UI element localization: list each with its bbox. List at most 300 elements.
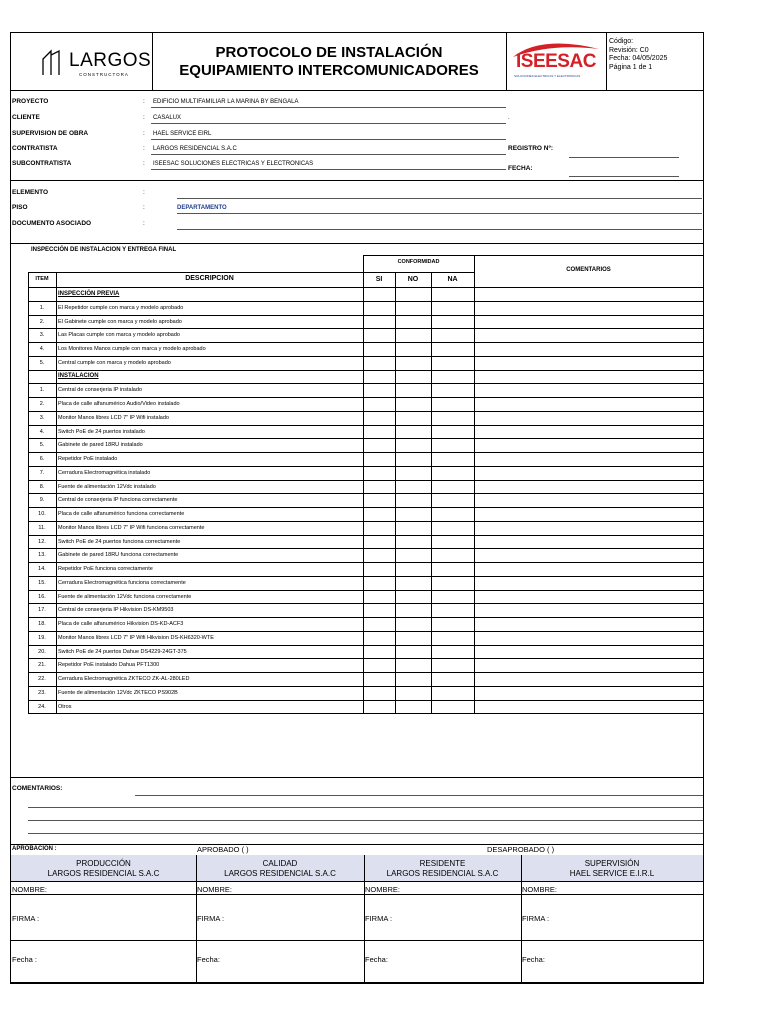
no-checkbox[interactable] bbox=[395, 342, 431, 356]
iseesac-logo-text: ISEESAC bbox=[516, 51, 596, 72]
na-checkbox[interactable] bbox=[431, 425, 474, 439]
contratista-value: LARGOS RESIDENCIAL S.A.C bbox=[153, 145, 237, 152]
na-checkbox[interactable] bbox=[431, 356, 474, 370]
approval-top-border bbox=[11, 844, 703, 845]
item-description: Central cumple con marca y modelo aprobado bbox=[58, 359, 171, 366]
item-number: 18. bbox=[38, 621, 46, 627]
no-checkbox[interactable] bbox=[395, 686, 431, 700]
proyecto-value: EDIFICIO MULTIFAMILIAR LA MARINA BY BENGALA bbox=[153, 98, 299, 105]
si-checkbox[interactable] bbox=[363, 617, 395, 631]
na-checkbox[interactable] bbox=[431, 617, 474, 631]
nombre-label: NOMBRE: bbox=[522, 885, 558, 894]
no-checkbox[interactable] bbox=[395, 425, 431, 439]
comment-cell[interactable] bbox=[474, 548, 703, 562]
item-description: Gabinete de pared 18RU instalado bbox=[58, 442, 143, 449]
item-number: 24. bbox=[38, 703, 46, 710]
na-checkbox[interactable] bbox=[431, 452, 474, 466]
item-description: Cerradura Electromagnética instalado bbox=[58, 469, 151, 476]
documento-asociado-colon: : bbox=[143, 220, 145, 227]
na-checkbox[interactable] bbox=[431, 507, 474, 521]
item-description: Central de conserjeria IP funciona correctamente bbox=[58, 497, 178, 504]
no-header: NO bbox=[407, 276, 419, 283]
table-row bbox=[11, 576, 703, 590]
comment-cell[interactable] bbox=[474, 315, 703, 329]
si-checkbox[interactable] bbox=[363, 507, 395, 521]
approval-company: LARGOS RESIDENCIAL S.A.C bbox=[47, 869, 160, 878]
fecha-field[interactable] bbox=[236, 947, 362, 977]
item-number: 20. bbox=[38, 648, 46, 655]
elemento-label: ELEMENTO bbox=[12, 189, 48, 196]
code-label: Código: bbox=[609, 38, 634, 45]
na-checkbox[interactable] bbox=[431, 438, 474, 452]
table-row bbox=[11, 672, 703, 686]
si-checkbox[interactable] bbox=[363, 356, 395, 370]
table-row bbox=[11, 342, 703, 356]
comment-line[interactable] bbox=[135, 795, 703, 796]
table-row bbox=[11, 411, 703, 425]
comment-cell[interactable] bbox=[474, 562, 703, 576]
si-checkbox[interactable] bbox=[363, 315, 395, 329]
si-checkbox[interactable] bbox=[363, 658, 395, 672]
conformity-header: CONFORMIDAD bbox=[397, 259, 440, 265]
elemento-colon: : bbox=[143, 189, 145, 196]
no-checkbox[interactable] bbox=[395, 645, 431, 659]
comment-cell[interactable] bbox=[474, 645, 703, 659]
na-checkbox[interactable] bbox=[431, 590, 474, 604]
si-checkbox[interactable] bbox=[363, 466, 395, 480]
page-number-text: Página 1 de 1 bbox=[609, 63, 653, 71]
no-checkbox[interactable] bbox=[395, 672, 431, 686]
contratista-label: CONTRATISTA bbox=[12, 145, 58, 152]
approval-row-border bbox=[11, 940, 703, 941]
item-number: 11. bbox=[38, 524, 46, 531]
item-description: Fuente de alimentación 12Vdc ZKTECO PS902B bbox=[58, 689, 178, 696]
disapproved-checkbox[interactable]: DESAPROBADO ( ) bbox=[487, 845, 555, 854]
item-number: 19. bbox=[38, 634, 46, 641]
na-checkbox[interactable] bbox=[431, 521, 474, 535]
si-checkbox[interactable] bbox=[363, 397, 395, 411]
item-number: 5. bbox=[39, 359, 45, 366]
item-number: 10. bbox=[38, 511, 46, 517]
si-checkbox[interactable] bbox=[363, 493, 395, 507]
firma-label: FIRMA : bbox=[197, 914, 225, 923]
item-description: Las Placas cumple con marca y modelo aprobado bbox=[58, 332, 180, 339]
item-description: El Repetidor cumple con marca y modelo aprobado bbox=[58, 304, 184, 311]
no-checkbox[interactable] bbox=[395, 576, 431, 590]
supervision-value: HAEL SERVICE EIRL bbox=[153, 130, 212, 137]
si-checkbox[interactable] bbox=[363, 301, 395, 315]
approval-row-border bbox=[11, 881, 703, 882]
subcontratista-value: ISEESAC SOLUCIONES ELECTRICAS Y ELECTRONICAS bbox=[153, 160, 314, 167]
si-header: SI bbox=[375, 276, 383, 283]
approved-checkbox[interactable]: APROBADO ( ) bbox=[197, 845, 249, 854]
firma-field[interactable] bbox=[404, 910, 519, 940]
no-checkbox[interactable] bbox=[395, 383, 431, 397]
comment-cell[interactable] bbox=[474, 438, 703, 452]
table-bottom-border bbox=[28, 713, 703, 714]
si-checkbox[interactable] bbox=[363, 521, 395, 535]
na-checkbox[interactable] bbox=[431, 315, 474, 329]
comment-cell[interactable] bbox=[474, 672, 703, 686]
si-checkbox[interactable] bbox=[363, 672, 395, 686]
item-description: Repetidor PoE instalado bbox=[58, 456, 118, 462]
approval-column-border bbox=[364, 855, 365, 983]
no-checkbox[interactable] bbox=[395, 603, 431, 617]
table-row bbox=[11, 645, 703, 659]
date-text: Fecha: 04/05/2025 bbox=[609, 55, 668, 62]
na-checkbox[interactable] bbox=[431, 383, 474, 397]
no-checkbox[interactable] bbox=[395, 438, 431, 452]
table-row bbox=[11, 686, 703, 700]
item-number: 5. bbox=[39, 442, 45, 449]
na-checkbox[interactable] bbox=[431, 301, 474, 315]
nombre-field[interactable] bbox=[561, 882, 701, 894]
si-checkbox[interactable] bbox=[363, 383, 395, 397]
item-description: Fuente de alimentación 12Vdc instalado bbox=[58, 483, 156, 490]
firma-field[interactable] bbox=[561, 910, 701, 940]
no-checkbox[interactable] bbox=[395, 452, 431, 466]
comment-cell[interactable] bbox=[474, 383, 703, 397]
comment-cell[interactable] bbox=[474, 425, 703, 439]
table-row bbox=[11, 535, 703, 549]
section-title: INSTALACION bbox=[58, 373, 99, 379]
table-row bbox=[11, 301, 703, 315]
table-row bbox=[11, 452, 703, 466]
na-checkbox[interactable] bbox=[431, 562, 474, 576]
item-number: 7. bbox=[39, 469, 45, 476]
item-description: Switch PoE de 24 puertos Dahue DS4229-24GT-375 bbox=[58, 648, 187, 655]
comment-cell[interactable] bbox=[474, 342, 703, 356]
table-row bbox=[11, 466, 703, 480]
item-description: Repetidor PoE funciona correctamente bbox=[58, 566, 153, 572]
fecha-label: FECHA: bbox=[508, 165, 533, 172]
comments-label: COMENTARIOS: bbox=[12, 785, 63, 792]
na-checkbox[interactable] bbox=[431, 466, 474, 480]
no-checkbox[interactable] bbox=[395, 480, 431, 494]
item-number: 2. bbox=[39, 318, 45, 325]
comment-cell[interactable] bbox=[474, 466, 703, 480]
comment-cell[interactable] bbox=[474, 617, 703, 631]
subcontratista-field-line[interactable] bbox=[151, 169, 506, 170]
firma-field[interactable] bbox=[51, 910, 194, 940]
protocol-page bbox=[10, 32, 704, 984]
si-checkbox[interactable] bbox=[363, 645, 395, 659]
table-row bbox=[11, 397, 703, 411]
si-checkbox[interactable] bbox=[363, 328, 395, 342]
item-description: El Gabinete cumple con marca y modelo aprobado bbox=[58, 318, 182, 325]
cliente-value: CASALUX bbox=[153, 114, 182, 121]
contratista-colon: : bbox=[143, 145, 145, 152]
largos-logo-subtext: CONSTRUCTORA bbox=[79, 72, 129, 77]
table-row bbox=[11, 562, 703, 576]
approval-company: LARGOS RESIDENCIAL S.A.C bbox=[224, 869, 336, 878]
si-checkbox[interactable] bbox=[363, 576, 395, 590]
firma-label: FIRMA : bbox=[365, 914, 393, 923]
si-checkbox[interactable] bbox=[363, 480, 395, 494]
item-number: 16. bbox=[38, 593, 46, 600]
no-checkbox[interactable] bbox=[395, 411, 431, 425]
no-checkbox[interactable] bbox=[395, 535, 431, 549]
item-number: 13. bbox=[38, 552, 46, 559]
approval-role: SUPERVISIÓN bbox=[584, 859, 640, 868]
fecha-label: Fecha : bbox=[12, 955, 38, 964]
table-row bbox=[11, 425, 703, 439]
piso-value: DEPARTAMENTO bbox=[177, 204, 227, 211]
no-checkbox[interactable] bbox=[395, 507, 431, 521]
comment-cell[interactable] bbox=[474, 328, 703, 342]
na-checkbox[interactable] bbox=[431, 686, 474, 700]
comments-top-border bbox=[11, 777, 703, 778]
fecha-label: Fecha: bbox=[522, 955, 545, 964]
table-row bbox=[11, 356, 703, 370]
table-section-row bbox=[11, 370, 703, 384]
na-checkbox[interactable] bbox=[431, 493, 474, 507]
no-checkbox[interactable] bbox=[395, 315, 431, 329]
comment-cell[interactable] bbox=[474, 686, 703, 700]
elemento-field-line[interactable] bbox=[177, 198, 702, 199]
subcontratista-label: SUBCONTRATISTA bbox=[12, 160, 72, 167]
info-divider bbox=[11, 180, 703, 181]
document-title: PROTOCOLO DE INSTALACIÓN EQUIPAMIENTO INTERCOMUNICADORES bbox=[179, 43, 479, 79]
na-checkbox[interactable] bbox=[431, 328, 474, 342]
item-number: 23. bbox=[38, 689, 46, 696]
na-checkbox[interactable] bbox=[431, 548, 474, 562]
table-row bbox=[11, 521, 703, 535]
comment-cell[interactable] bbox=[474, 535, 703, 549]
comment-cell[interactable] bbox=[474, 411, 703, 425]
si-checkbox[interactable] bbox=[363, 590, 395, 604]
no-checkbox[interactable] bbox=[395, 658, 431, 672]
cliente-field-line[interactable] bbox=[151, 123, 506, 124]
si-checkbox[interactable] bbox=[363, 452, 395, 466]
cliente-dot: . bbox=[508, 115, 510, 121]
comment-line[interactable] bbox=[28, 833, 703, 834]
piso-field-line[interactable] bbox=[177, 213, 702, 214]
no-checkbox[interactable] bbox=[395, 521, 431, 535]
item-number: 4. bbox=[39, 428, 45, 435]
fecha-field[interactable] bbox=[51, 947, 194, 977]
nombre-field[interactable] bbox=[236, 882, 362, 894]
nombre-label: NOMBRE: bbox=[12, 885, 48, 894]
piso-colon: : bbox=[143, 204, 145, 211]
comment-cell[interactable] bbox=[474, 700, 703, 714]
na-checkbox[interactable] bbox=[431, 411, 474, 425]
na-checkbox[interactable] bbox=[431, 672, 474, 686]
item-description: Monitor Manos libres LCD 7" IP Wifi funciona correctamente bbox=[58, 524, 205, 531]
table-row bbox=[11, 617, 703, 631]
si-checkbox[interactable] bbox=[363, 548, 395, 562]
document-code-box bbox=[606, 33, 703, 90]
fecha-label: Fecha: bbox=[365, 955, 388, 964]
approval-role: RESIDENTE bbox=[419, 859, 466, 868]
iseesac-logo bbox=[506, 33, 607, 90]
table-row bbox=[11, 603, 703, 617]
approval-role: PRODUCCIÓN bbox=[76, 859, 131, 868]
approval-row-border bbox=[11, 982, 703, 983]
largos-logo bbox=[11, 33, 153, 90]
fecha-field[interactable] bbox=[404, 947, 519, 977]
firma-label: FIRMA : bbox=[522, 914, 550, 923]
no-checkbox[interactable] bbox=[395, 466, 431, 480]
item-description: Switch PoE de 24 puertos instalado bbox=[58, 428, 145, 435]
item-description: Central de conserjeria IP instalado bbox=[58, 387, 142, 394]
comment-cell[interactable] bbox=[474, 603, 703, 617]
approval-company: HAEL SERVICE E.I.R.L bbox=[569, 869, 655, 878]
no-checkbox[interactable] bbox=[395, 397, 431, 411]
item-number: 3. bbox=[39, 332, 45, 339]
item-number: 14. bbox=[38, 566, 46, 572]
table-row bbox=[11, 590, 703, 604]
comment-cell[interactable] bbox=[474, 301, 703, 315]
item-number: 17. bbox=[38, 607, 46, 614]
proyecto-colon: : bbox=[143, 98, 145, 105]
approval-company: LARGOS RESIDENCIAL S.A.C bbox=[386, 869, 499, 878]
item-number: 9. bbox=[39, 497, 45, 504]
table-row bbox=[11, 480, 703, 494]
fecha-label: Fecha: bbox=[197, 955, 220, 964]
item-description: Fuente de alimentación 12Vdc funciona correctamente bbox=[58, 593, 192, 600]
document-header bbox=[11, 33, 703, 91]
no-checkbox[interactable] bbox=[395, 301, 431, 315]
table-row bbox=[11, 438, 703, 452]
approval-role: CALIDAD bbox=[262, 859, 298, 868]
na-checkbox[interactable] bbox=[431, 645, 474, 659]
item-number: 15. bbox=[38, 579, 46, 586]
no-checkbox[interactable] bbox=[395, 328, 431, 342]
table-row bbox=[11, 658, 703, 672]
comment-cell[interactable] bbox=[474, 631, 703, 645]
registro-field-line[interactable] bbox=[569, 157, 679, 158]
si-checkbox[interactable] bbox=[363, 562, 395, 576]
supervision-field-line[interactable] bbox=[151, 139, 506, 140]
piso-label: PISO bbox=[12, 204, 28, 211]
proyecto-field-line[interactable] bbox=[151, 107, 506, 108]
item-number: 22. bbox=[38, 676, 46, 682]
na-checkbox[interactable] bbox=[431, 342, 474, 356]
documento-asociado-label: DOCUMENTO ASOCIADO bbox=[12, 220, 92, 227]
si-checkbox[interactable] bbox=[363, 700, 395, 714]
comment-cell[interactable] bbox=[474, 493, 703, 507]
table-row bbox=[11, 383, 703, 397]
na-checkbox[interactable] bbox=[431, 480, 474, 494]
na-checkbox[interactable] bbox=[431, 658, 474, 672]
nombre-field[interactable] bbox=[404, 882, 519, 894]
comment-cell[interactable] bbox=[474, 452, 703, 466]
comment-line[interactable] bbox=[28, 807, 703, 808]
comment-cell[interactable] bbox=[474, 397, 703, 411]
item-number: 21. bbox=[38, 662, 46, 669]
si-checkbox[interactable] bbox=[363, 603, 395, 617]
supervision-colon: : bbox=[143, 130, 145, 137]
item-number: 3. bbox=[39, 414, 45, 421]
comment-cell[interactable] bbox=[474, 590, 703, 604]
table-section-row bbox=[11, 287, 703, 301]
no-checkbox[interactable] bbox=[395, 356, 431, 370]
approval-label: APROBACIÓN : bbox=[12, 846, 57, 852]
si-checkbox[interactable] bbox=[363, 535, 395, 549]
table-row bbox=[11, 315, 703, 329]
info-divider-2 bbox=[11, 243, 703, 244]
table-row bbox=[11, 328, 703, 342]
si-checkbox[interactable] bbox=[363, 631, 395, 645]
contratista-field-line[interactable] bbox=[151, 154, 506, 155]
largos-building-icon bbox=[39, 47, 69, 77]
no-checkbox[interactable] bbox=[395, 590, 431, 604]
fecha-field[interactable] bbox=[561, 947, 701, 977]
comment-cell[interactable] bbox=[474, 576, 703, 590]
na-checkbox[interactable] bbox=[431, 535, 474, 549]
no-checkbox[interactable] bbox=[395, 617, 431, 631]
item-description: Placa de calle alfanumérico Hikvision DS-KD-ACF3 bbox=[58, 621, 184, 627]
comment-cell[interactable] bbox=[474, 521, 703, 535]
item-description: Repetidor PoE instalado Dahua PFT1300 bbox=[58, 662, 160, 669]
item-description: Cerradura Electromagnética ZKTECO ZK-AL-280LED bbox=[58, 676, 190, 682]
firma-field[interactable] bbox=[236, 910, 362, 940]
no-checkbox[interactable] bbox=[395, 562, 431, 576]
inspection-section-title: INSPECCIÓN DE INSTALACION Y ENTREGA FINAL bbox=[31, 247, 177, 253]
si-checkbox[interactable] bbox=[363, 425, 395, 439]
cliente-colon: : bbox=[143, 114, 145, 121]
nombre-field[interactable] bbox=[51, 882, 194, 894]
approval-row-border bbox=[11, 894, 703, 895]
conformity-sub-border bbox=[363, 272, 474, 273]
nombre-label: NOMBRE: bbox=[197, 885, 233, 894]
si-checkbox[interactable] bbox=[363, 411, 395, 425]
comment-cell[interactable] bbox=[474, 356, 703, 370]
na-header: NA bbox=[447, 276, 458, 283]
proyecto-label: PROYECTO bbox=[12, 98, 49, 105]
si-checkbox[interactable] bbox=[363, 438, 395, 452]
iseesac-logo-subtext: SOLUCIONES ELECTRICAS Y ELECTRONICAS bbox=[514, 74, 581, 78]
revision-text: Revisión: C0 bbox=[609, 46, 649, 54]
si-checkbox[interactable] bbox=[363, 342, 395, 356]
item-description: Placa de calle alfanumérico funciona correctamente bbox=[58, 511, 185, 517]
no-checkbox[interactable] bbox=[395, 493, 431, 507]
comment-cell[interactable] bbox=[474, 507, 703, 521]
largos-logo-text: LARGOS bbox=[69, 50, 152, 71]
comment-line[interactable] bbox=[28, 820, 703, 821]
table-row bbox=[11, 548, 703, 562]
na-checkbox[interactable] bbox=[431, 700, 474, 714]
na-checkbox[interactable] bbox=[431, 603, 474, 617]
approval-column-border bbox=[196, 855, 197, 983]
table-row bbox=[11, 700, 703, 714]
supervision-label: SUPERVISION DE OBRA bbox=[12, 130, 89, 137]
item-number: 1. bbox=[39, 304, 45, 311]
item-description: Cerradura Electromagnética funciona correctamente bbox=[58, 579, 186, 586]
fecha-field-line[interactable] bbox=[569, 176, 679, 177]
si-checkbox[interactable] bbox=[363, 686, 395, 700]
comment-cell[interactable] bbox=[474, 658, 703, 672]
comment-cell[interactable] bbox=[474, 480, 703, 494]
na-checkbox[interactable] bbox=[431, 631, 474, 645]
no-checkbox[interactable] bbox=[395, 700, 431, 714]
nombre-label: NOMBRE: bbox=[365, 885, 401, 894]
na-checkbox[interactable] bbox=[431, 576, 474, 590]
item-description: Central de conserjeria IP Hikvision DS-KM9503 bbox=[58, 607, 174, 614]
item-number: 12. bbox=[38, 538, 46, 545]
description-header: DESCRIPCION bbox=[185, 275, 234, 282]
no-checkbox[interactable] bbox=[395, 631, 431, 645]
item-description: Otros bbox=[58, 703, 72, 710]
no-checkbox[interactable] bbox=[395, 548, 431, 562]
item-description: Switch PoE de 24 puertos funciona correctamente bbox=[58, 538, 181, 545]
na-checkbox[interactable] bbox=[431, 397, 474, 411]
item-header: ITEM bbox=[35, 276, 49, 282]
documento-asociado-field-line[interactable] bbox=[177, 229, 702, 230]
table-row bbox=[11, 507, 703, 521]
item-number: 6. bbox=[39, 456, 45, 462]
